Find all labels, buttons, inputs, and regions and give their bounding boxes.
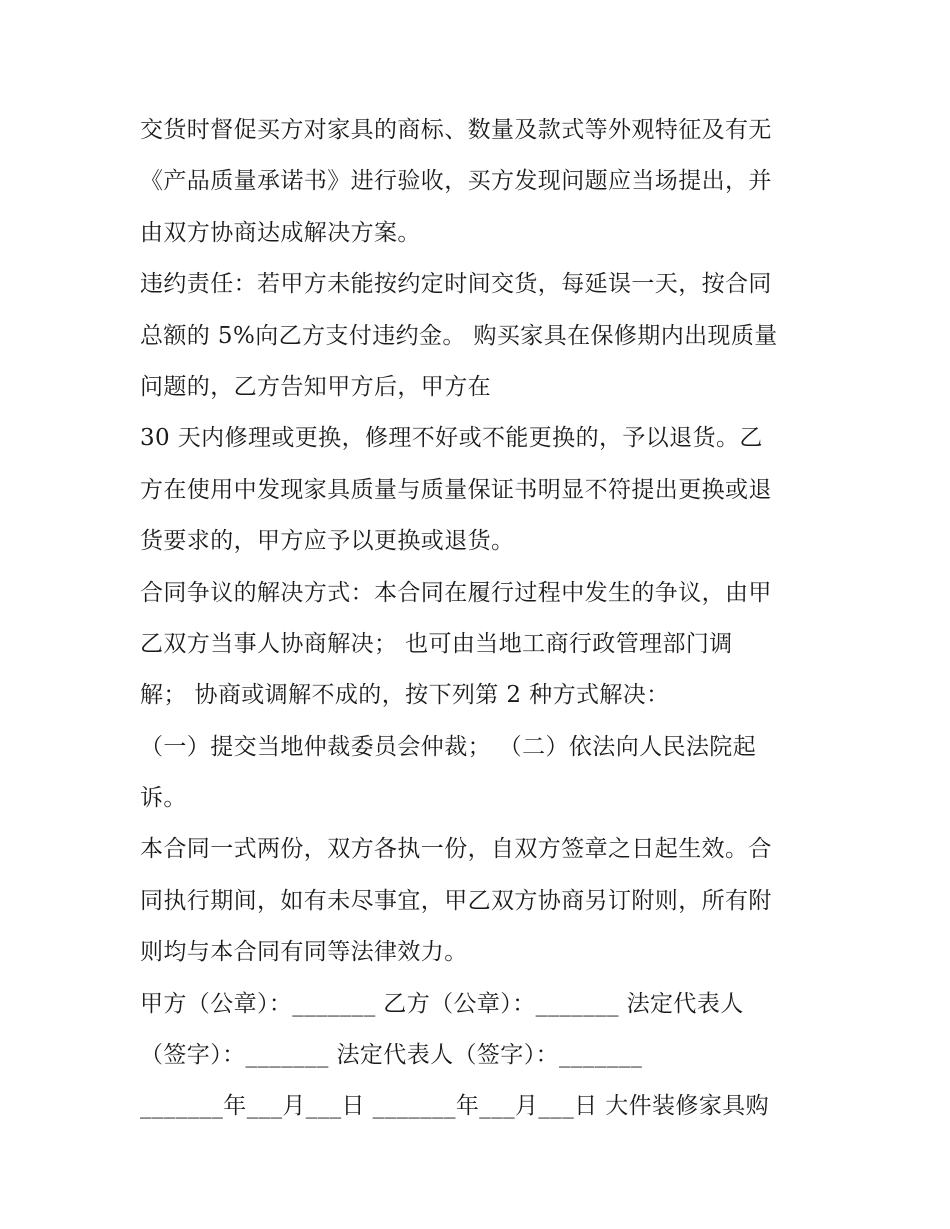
text-line: 30 天内修理或更换，修理不好或不能更换的，予以退货。乙 (140, 425, 763, 452)
text-line: 合同争议的解决方式：本合同在履行过程中发生的争议，由甲 (140, 579, 772, 606)
text-line: 解； 协商或调解不成的，按下列第 2 种方式解决： (140, 682, 670, 709)
text-line: 《产品质量承诺书》进行验收，买方发现问题应当场提出，并 (140, 168, 772, 195)
signature-line: 甲方（公章）：_______ 乙方（公章）：_______ 法定代表人 (140, 990, 744, 1017)
signature-line: （签字）：_______ 法定代表人（签字）：_______ (140, 1042, 643, 1069)
text-line: （一）提交当地仲裁委员会仲裁； （二）依法向人民法院起 (140, 733, 757, 760)
date-line: _______年___月___日 _______年___月___日 大件装修家具购 (140, 1093, 770, 1120)
document-body (140, 105, 820, 1133)
text-line: 本合同一式两份，双方各执一份，自双方签章之日起生效。合 (140, 836, 772, 863)
text-line: 总额的 5%向乙方支付违约金。 购买家具在保修期内出现质量 (140, 322, 778, 349)
text-line: 问题的，乙方告知甲方后，甲方在 (140, 373, 491, 400)
text-line: 由双方协商达成解决方案。 (140, 219, 421, 246)
text-line: 违约责任：若甲方未能按约定时间交货，每延误一天，按合同 (140, 271, 772, 298)
text-line: 乙双方当事人协商解决； 也可由当地工商行政管理部门调 (140, 630, 733, 657)
text-line: 方在使用中发现家具质量与质量保证书明显不符提出更换或退 (140, 476, 772, 503)
text-line: 交货时督促买方对家具的商标、数量及款式等外观特征及有无 (140, 117, 772, 143)
text-line: 则均与本合同有同等法律效力。 (140, 939, 468, 966)
text-line: 诉。 (140, 785, 187, 812)
text-line: 同执行期间，如有未尽事宜，甲乙双方协商另订附则，所有附 (140, 887, 772, 914)
text-line: 货要求的，甲方应予以更换或退货。 (140, 528, 515, 555)
